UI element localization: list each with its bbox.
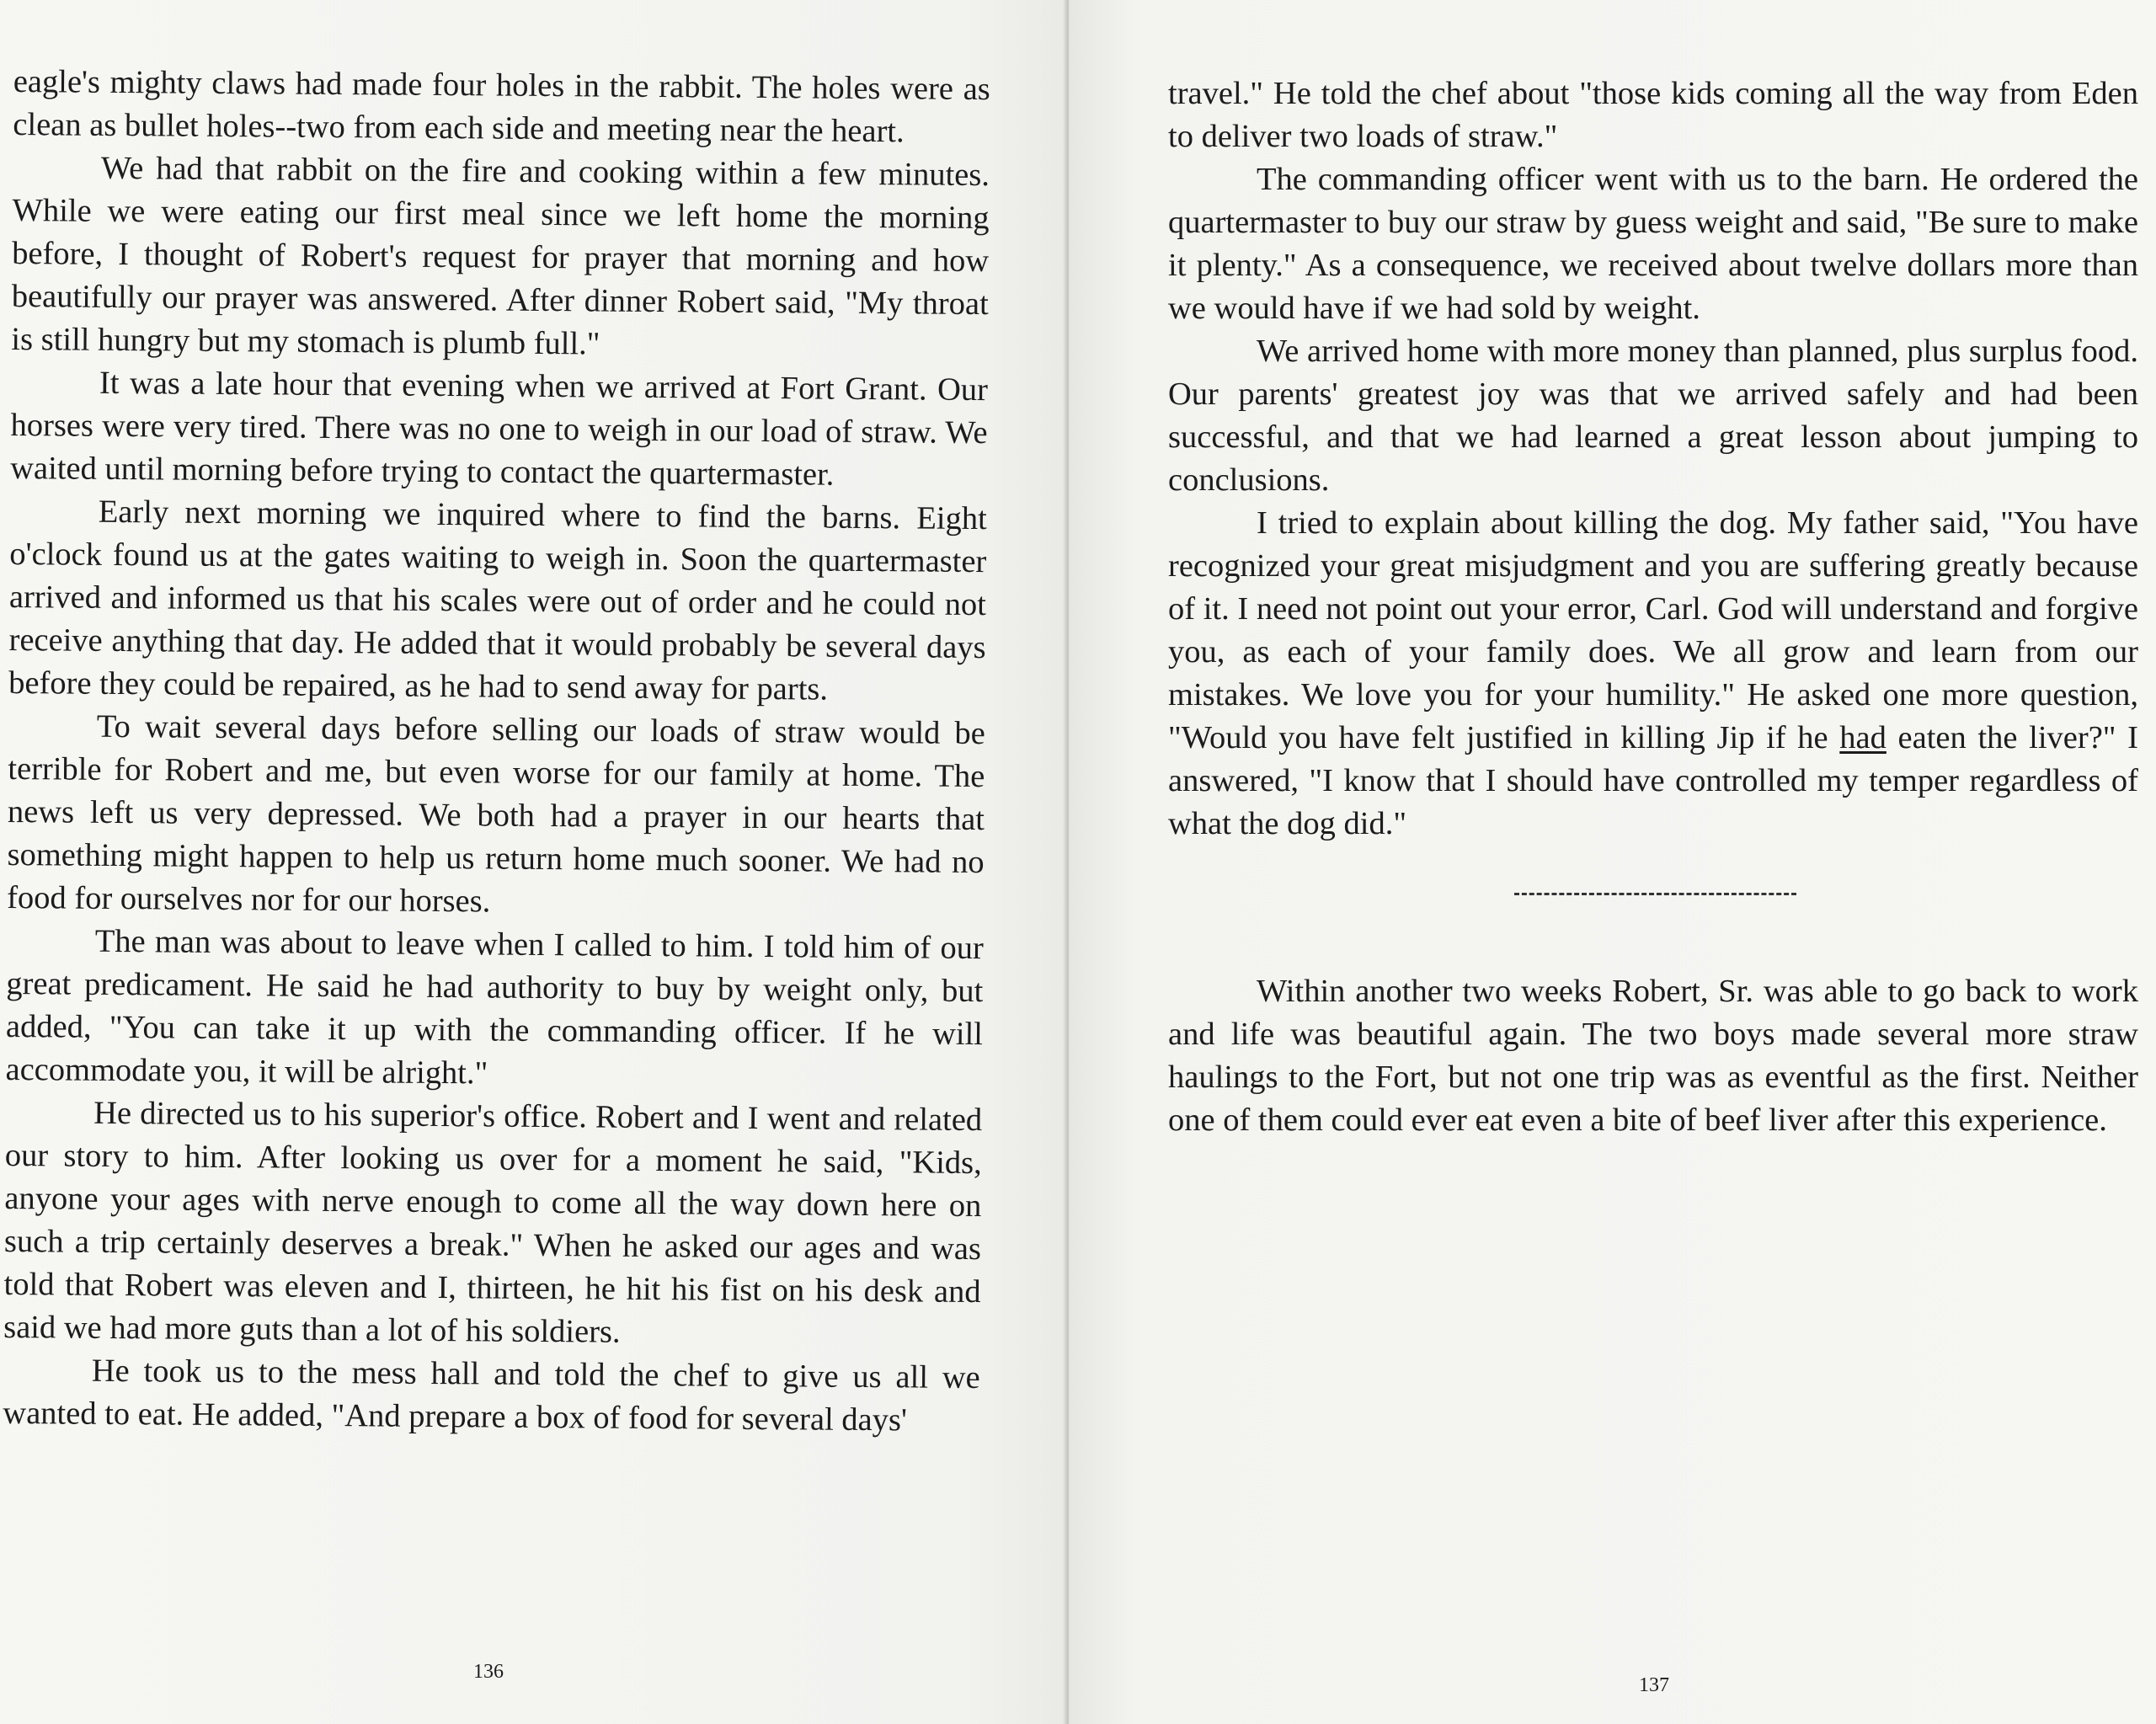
- paragraph-text: eaten the liver?" I answered, "I know that I should have controlled my temper regardless of what the dog did.": [1168, 720, 2138, 841]
- paragraph: It was a late hour that evening when we arrived at Fort Grant. Our horses were very tired. There was no one to weigh in our load of straw. We waited until morning before trying to contact the quartermaster.: [10, 365, 989, 493]
- paragraph: He took us to the mess hall and told the chef to give us all we wanted to eat. He added, "And prepare a box of food for several days': [3, 1353, 980, 1438]
- left-page: [0, 0, 1070, 1724]
- paragraph: travel." He told the chef about "those kids coming all the way from Eden to deliver two loads of straw.": [1168, 76, 2138, 154]
- paragraph: The man was about to leave when I called to him. I told him of our great predicament. He said he had authority to buy by weight only, but added, "You can take it up with the commanding officer. If he will accommodate you, it will be alright.": [5, 923, 984, 1092]
- paragraph: To wait several days before selling our loads of straw would be terrible for Robert and me, but even worse for our family at home. The news left us very depressed. We both had a prayer in our hearts that something might happen to help us return home much sooner. We had no food for ourselves nor for our horses.: [7, 708, 985, 920]
- section-divider: [1514, 893, 1796, 895]
- epilogue-text: [1168, 970, 2138, 1142]
- paragraph: Within another two weeks Robert, Sr. was able to go back to work and life was beautiful again. The two boys made several more straw haulings to the Fort, but not one trip was as eventful as the first. Neither one of them could ever eat even a bite of beef liver after this experience.: [1168, 974, 2138, 1138]
- paragraph: We arrived home with more money than planned, plus surplus food. Our parents' greatest joy was that we arrived safely and had been successful, and that we had learned a great lesson about jumping to conclusions.: [1168, 334, 2138, 498]
- paragraph: Early next morning we inquired where to find the barns. Eight o'clock found us at the gates waiting to weigh in. Soon the quartermaster arrived and informed us that his scales were out of order and he could not receive anything that day. He added that it would probably be several days before they could be repaired, as he had to send away for parts.: [8, 494, 987, 707]
- page-number: 136: [473, 1661, 504, 1683]
- left-page-text: [3, 61, 990, 1443]
- underlined-word: had: [1839, 720, 1886, 755]
- right-page: [1070, 0, 2156, 1724]
- paragraph-text: I tried to explain about killing the dog. My father said, "You have recognized your great misjudgment and you are suffering greatly because of it. I need not point out your error, Carl. God will understand and forgive you, as each of your family does. We all grow and learn from our mistakes. We love you for your humility." He asked one more question, "Would you have felt justified in killing Jip if he: [1168, 505, 2138, 755]
- paragraph: [1168, 502, 2138, 846]
- paragraph: He directed us to his superior's office. Robert and I went and related our story to him. After looking us over for a moment he said, "Kids, anyone your ages with nerve enough to come all the way down here on such a trip certainly deserves a break." When he asked our ages and was told that Robert was eleven and I, thirteen, he hit his fist on his desk and said we had more guts than a lot of his soldiers.: [3, 1095, 983, 1350]
- paragraph: The commanding officer went with us to the barn. He ordered the quartermaster to buy our straw by guess weight and said, "Be sure to make it plenty." As a consequence, we received about twelve dollars more than we would have if we had sold by weight.: [1168, 162, 2138, 326]
- paragraph: eagle's mighty claws had made four holes in the rabbit. The holes were as clean as bullet holes--two from each side and meeting near the heart.: [13, 63, 990, 150]
- page-number: 137: [1639, 1674, 1669, 1696]
- right-page-text: [1168, 72, 2138, 846]
- paragraph: We had that rabbit on the fire and cooking within a few minutes. While we were eating our first meal since we left home the morning before, I thought of Robert's request for prayer that morning and how beautifully our prayer was answered. After dinner Robert said, "My throat is still hungry but my stomach is plumb full.": [11, 150, 990, 362]
